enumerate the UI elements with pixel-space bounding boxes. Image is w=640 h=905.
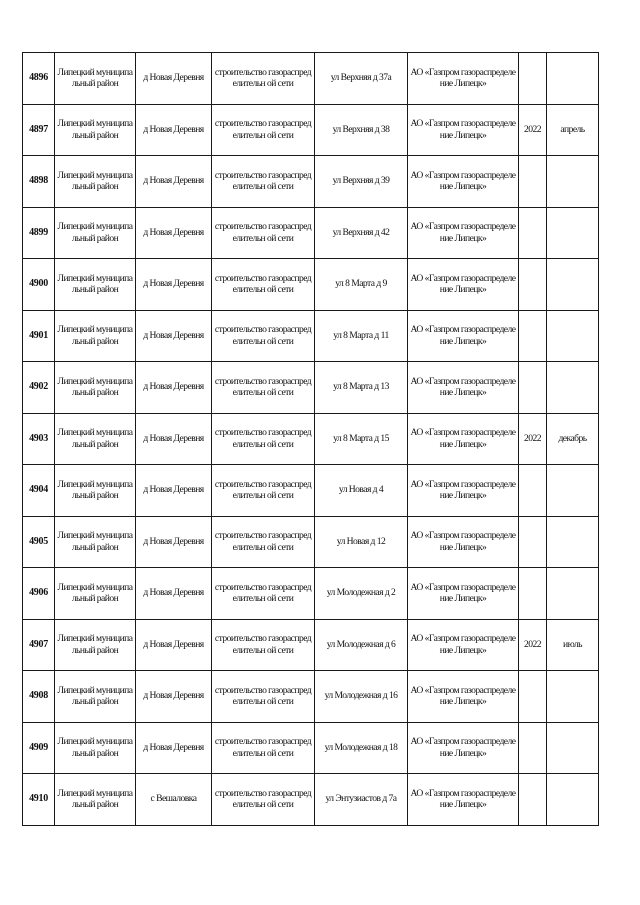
table-row	[23, 619, 599, 671]
organization-cell: АО «Газпром газораспределение Липецк»	[408, 310, 519, 362]
table-row	[23, 465, 599, 517]
row-number: 4904	[23, 465, 55, 517]
month-cell	[547, 774, 599, 826]
table-row	[23, 207, 599, 259]
settlement-cell: д Новая Деревня	[136, 310, 212, 362]
work-type-cell: строительство газораспределительн ой сети	[212, 310, 315, 362]
table-body	[23, 53, 599, 826]
year-cell	[519, 207, 547, 259]
table-row	[23, 259, 599, 311]
work-type-cell: строительство газораспределительн ой сети	[212, 516, 315, 568]
settlement-cell: д Новая Деревня	[136, 722, 212, 774]
settlement-cell: д Новая Деревня	[136, 516, 212, 568]
district-cell: Липецкий муниципальный район	[55, 362, 136, 414]
organization-cell: АО «Газпром газораспределение Липецк»	[408, 413, 519, 465]
work-type-cell: строительство газораспределительн ой сети	[212, 53, 315, 105]
district-cell: Липецкий муниципальный район	[55, 156, 136, 208]
row-number: 4909	[23, 722, 55, 774]
settlement-cell: д Новая Деревня	[136, 207, 212, 259]
month-cell	[547, 568, 599, 620]
month-cell	[547, 207, 599, 259]
address-cell: ул 8 Марта д 15	[315, 413, 408, 465]
settlement-cell: д Новая Деревня	[136, 465, 212, 517]
work-type-cell: строительство газораспределительн ой сети	[212, 671, 315, 723]
address-cell: ул Верхняя д 38	[315, 104, 408, 156]
organization-cell: АО «Газпром газораспределение Липецк»	[408, 104, 519, 156]
table-row	[23, 774, 599, 826]
address-cell: ул Энтузиастов д 7а	[315, 774, 408, 826]
table-row	[23, 413, 599, 465]
year-cell	[519, 774, 547, 826]
gasification-schedule-table	[22, 52, 599, 826]
address-cell: ул Новая д 4	[315, 465, 408, 517]
address-cell: ул Верхняя д 37а	[315, 53, 408, 105]
district-cell: Липецкий муниципальный район	[55, 413, 136, 465]
work-type-cell: строительство газораспределительн ой сети	[212, 156, 315, 208]
table-row	[23, 516, 599, 568]
address-cell: ул 8 Марта д 9	[315, 259, 408, 311]
organization-cell: АО «Газпром газораспределение Липецк»	[408, 568, 519, 620]
month-cell	[547, 53, 599, 105]
district-cell: Липецкий муниципальный район	[55, 774, 136, 826]
row-number: 4896	[23, 53, 55, 105]
organization-cell: АО «Газпром газораспределение Липецк»	[408, 722, 519, 774]
district-cell: Липецкий муниципальный район	[55, 465, 136, 517]
row-number: 4899	[23, 207, 55, 259]
organization-cell: АО «Газпром газораспределение Липецк»	[408, 516, 519, 568]
work-type-cell: строительство газораспределительн ой сети	[212, 774, 315, 826]
row-number: 4898	[23, 156, 55, 208]
row-number: 4907	[23, 619, 55, 671]
year-cell	[519, 362, 547, 414]
year-cell: 2022	[519, 104, 547, 156]
address-cell: ул Молодежная д 6	[315, 619, 408, 671]
year-cell	[519, 310, 547, 362]
settlement-cell: д Новая Деревня	[136, 156, 212, 208]
district-cell: Липецкий муниципальный район	[55, 104, 136, 156]
month-cell	[547, 362, 599, 414]
year-cell	[519, 156, 547, 208]
year-cell	[519, 671, 547, 723]
address-cell: ул 8 Марта д 11	[315, 310, 408, 362]
district-cell: Липецкий муниципальный район	[55, 310, 136, 362]
work-type-cell: строительство газораспределительн ой сети	[212, 362, 315, 414]
row-number: 4906	[23, 568, 55, 620]
month-cell	[547, 516, 599, 568]
row-number: 4901	[23, 310, 55, 362]
work-type-cell: строительство газораспределительн ой сети	[212, 104, 315, 156]
table-row	[23, 156, 599, 208]
month-cell: декабрь	[547, 413, 599, 465]
district-cell: Липецкий муниципальный район	[55, 259, 136, 311]
organization-cell: АО «Газпром газораспределение Липецк»	[408, 774, 519, 826]
work-type-cell: строительство газораспределительн ой сети	[212, 568, 315, 620]
row-number: 4905	[23, 516, 55, 568]
year-cell	[519, 722, 547, 774]
settlement-cell: д Новая Деревня	[136, 362, 212, 414]
district-cell: Липецкий муниципальный район	[55, 619, 136, 671]
address-cell: ул Молодежная д 2	[315, 568, 408, 620]
row-number: 4900	[23, 259, 55, 311]
district-cell: Липецкий муниципальный район	[55, 207, 136, 259]
district-cell: Липецкий муниципальный район	[55, 671, 136, 723]
settlement-cell: д Новая Деревня	[136, 671, 212, 723]
year-cell	[519, 568, 547, 620]
organization-cell: АО «Газпром газораспределение Липецк»	[408, 207, 519, 259]
settlement-cell: д Новая Деревня	[136, 259, 212, 311]
row-number: 4897	[23, 104, 55, 156]
year-cell	[519, 259, 547, 311]
work-type-cell: строительство газораспределительн ой сети	[212, 413, 315, 465]
organization-cell: АО «Газпром газораспределение Липецк»	[408, 53, 519, 105]
address-cell: ул Верхняя д 42	[315, 207, 408, 259]
address-cell: ул 8 Марта д 13	[315, 362, 408, 414]
address-cell: ул Молодежная д 18	[315, 722, 408, 774]
row-number: 4903	[23, 413, 55, 465]
year-cell: 2022	[519, 413, 547, 465]
organization-cell: АО «Газпром газораспределение Липецк»	[408, 619, 519, 671]
year-cell	[519, 516, 547, 568]
settlement-cell: д Новая Деревня	[136, 619, 212, 671]
row-number: 4908	[23, 671, 55, 723]
year-cell	[519, 53, 547, 105]
work-type-cell: строительство газораспределительн ой сети	[212, 207, 315, 259]
work-type-cell: строительство газораспределительн ой сети	[212, 619, 315, 671]
table-row	[23, 53, 599, 105]
organization-cell: АО «Газпром газораспределение Липецк»	[408, 671, 519, 723]
year-cell	[519, 465, 547, 517]
settlement-cell: д Новая Деревня	[136, 568, 212, 620]
month-cell	[547, 671, 599, 723]
work-type-cell: строительство газораспределительн ой сети	[212, 465, 315, 517]
settlement-cell: с Вешаловка	[136, 774, 212, 826]
table-row	[23, 104, 599, 156]
table-row	[23, 568, 599, 620]
month-cell: июль	[547, 619, 599, 671]
work-type-cell: строительство газораспределительн ой сети	[212, 722, 315, 774]
address-cell: ул Молодежная д 16	[315, 671, 408, 723]
row-number: 4910	[23, 774, 55, 826]
organization-cell: АО «Газпром газораспределение Липецк»	[408, 465, 519, 517]
district-cell: Липецкий муниципальный район	[55, 722, 136, 774]
row-number: 4902	[23, 362, 55, 414]
settlement-cell: д Новая Деревня	[136, 53, 212, 105]
address-cell: ул Новая д 12	[315, 516, 408, 568]
organization-cell: АО «Газпром газораспределение Липецк»	[408, 362, 519, 414]
table-row	[23, 362, 599, 414]
year-cell: 2022	[519, 619, 547, 671]
month-cell: апрель	[547, 104, 599, 156]
address-cell: ул Верхняя д 39	[315, 156, 408, 208]
month-cell	[547, 465, 599, 517]
table-row	[23, 722, 599, 774]
month-cell	[547, 156, 599, 208]
month-cell	[547, 722, 599, 774]
organization-cell: АО «Газпром газораспределение Липецк»	[408, 259, 519, 311]
table-row	[23, 310, 599, 362]
district-cell: Липецкий муниципальный район	[55, 516, 136, 568]
work-type-cell: строительство газораспределительн ой сети	[212, 259, 315, 311]
month-cell	[547, 259, 599, 311]
month-cell	[547, 310, 599, 362]
settlement-cell: д Новая Деревня	[136, 104, 212, 156]
settlement-cell: д Новая Деревня	[136, 413, 212, 465]
district-cell: Липецкий муниципальный район	[55, 568, 136, 620]
district-cell: Липецкий муниципальный район	[55, 53, 136, 105]
organization-cell: АО «Газпром газораспределение Липецк»	[408, 156, 519, 208]
table-row	[23, 671, 599, 723]
